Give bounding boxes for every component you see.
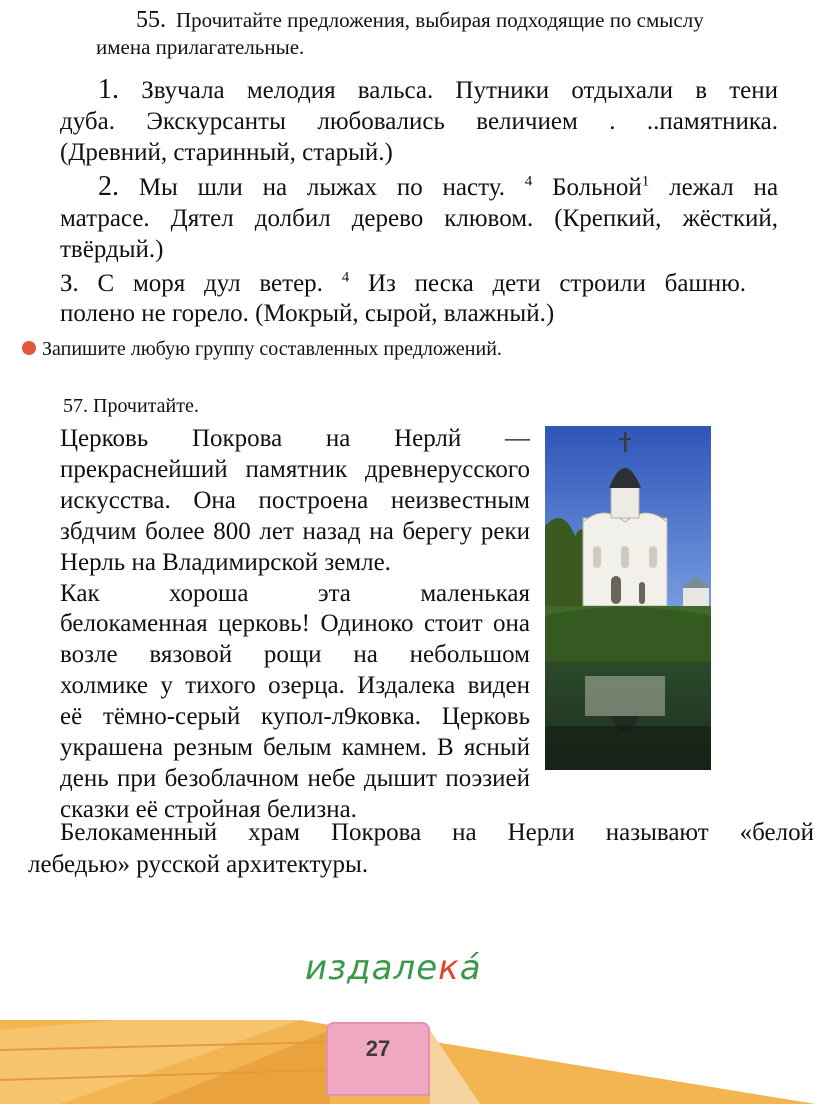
vocabulary-word xyxy=(305,948,482,988)
text-line: Нерль на Владимирской земле. xyxy=(60,549,391,576)
item-1-text: Звучала мелодия вальса. Путники отдыхали в тени xyxy=(141,77,778,104)
item-3-line-1 xyxy=(60,268,746,300)
vocab-word-highlight: к xyxy=(438,948,460,988)
page-number: 27 xyxy=(365,1036,391,1061)
footnote-mark: 1 xyxy=(641,173,650,190)
instruction-line-2: имена прилагательные. xyxy=(96,35,305,59)
text-line: возле вязовой рощи на небольшом xyxy=(60,641,530,668)
item-2-number: 2. xyxy=(98,171,119,202)
item-3-line-2: полено не горело. (Мокрый, сырой, влажный.) xyxy=(60,300,555,327)
instruction-line-1: Прочитайте предложения, выбирая подходящие по смыслу xyxy=(176,8,704,32)
text-line: искусства. Она построена неизвестным xyxy=(60,487,530,514)
item-2-line-1 xyxy=(98,171,778,204)
text-line: Как хороша эта маленькая xyxy=(60,580,530,607)
text-line: Белокаменный храм Покрова на Нерли называют «белой xyxy=(60,819,814,846)
text-line: день при безоблачном небе дышит поэзией xyxy=(60,765,530,792)
text-line: холмике у тихого озерца. Издалека виден xyxy=(60,672,530,699)
item-1-line-2: дуба. Экскурсанты любовались величием . ..памятника. xyxy=(60,108,778,135)
text-line: сказки её стройная белизна. xyxy=(60,796,357,823)
text-line: прекраснейший памятник древнерусского xyxy=(60,456,530,483)
exercise-57-heading: 57. Прочитайте. xyxy=(63,395,199,417)
item-2-text-b: Больной xyxy=(552,174,642,201)
item-2-text-c: лежал на xyxy=(669,174,779,201)
text-line: её тёмно-серый купол-л9ковка. Церковь xyxy=(60,703,530,730)
text-line: украшена резным белым камнем. В ясный xyxy=(60,734,530,761)
item-2-line-2: матрасе. Дятел долбил дерево клювом. (Крепкий, жёсткий, xyxy=(60,205,778,232)
text-line: лебедью» русской архитектуры. xyxy=(28,851,369,878)
item-3-text-b: Из песка дети строили башню. xyxy=(367,270,747,297)
task-instruction xyxy=(22,334,502,364)
text-line: Церковь Покрова на Нерлй — xyxy=(60,425,530,452)
task-text: Запишите любую группу составленных предложений. xyxy=(42,338,502,360)
item-1-number: 1. xyxy=(98,74,119,105)
item-2-line-3: твёрдый.) xyxy=(60,236,164,263)
item-1-line-3: (Древний, старинный, старый.) xyxy=(60,139,393,166)
church-photo xyxy=(545,426,711,770)
footnote-mark: 4 xyxy=(524,173,533,190)
text-line: белокаменная церковь! Одиноко стоит она xyxy=(60,610,530,637)
item-1-line-1 xyxy=(98,74,778,107)
item-2-text-a: Мы шли на лыжах по насту. xyxy=(138,174,505,201)
exercise-number: 55. xyxy=(136,7,166,33)
item-3-text-a: З. С моря дул ветер. xyxy=(60,270,323,297)
text-line: збдчим более 800 лет назад на берегу реки xyxy=(60,518,530,545)
bullet-dot-icon xyxy=(22,341,36,355)
footnote-mark: 4 xyxy=(341,269,350,286)
vocab-word-part: издале xyxy=(305,948,439,988)
vocab-word-part: á xyxy=(459,948,482,988)
